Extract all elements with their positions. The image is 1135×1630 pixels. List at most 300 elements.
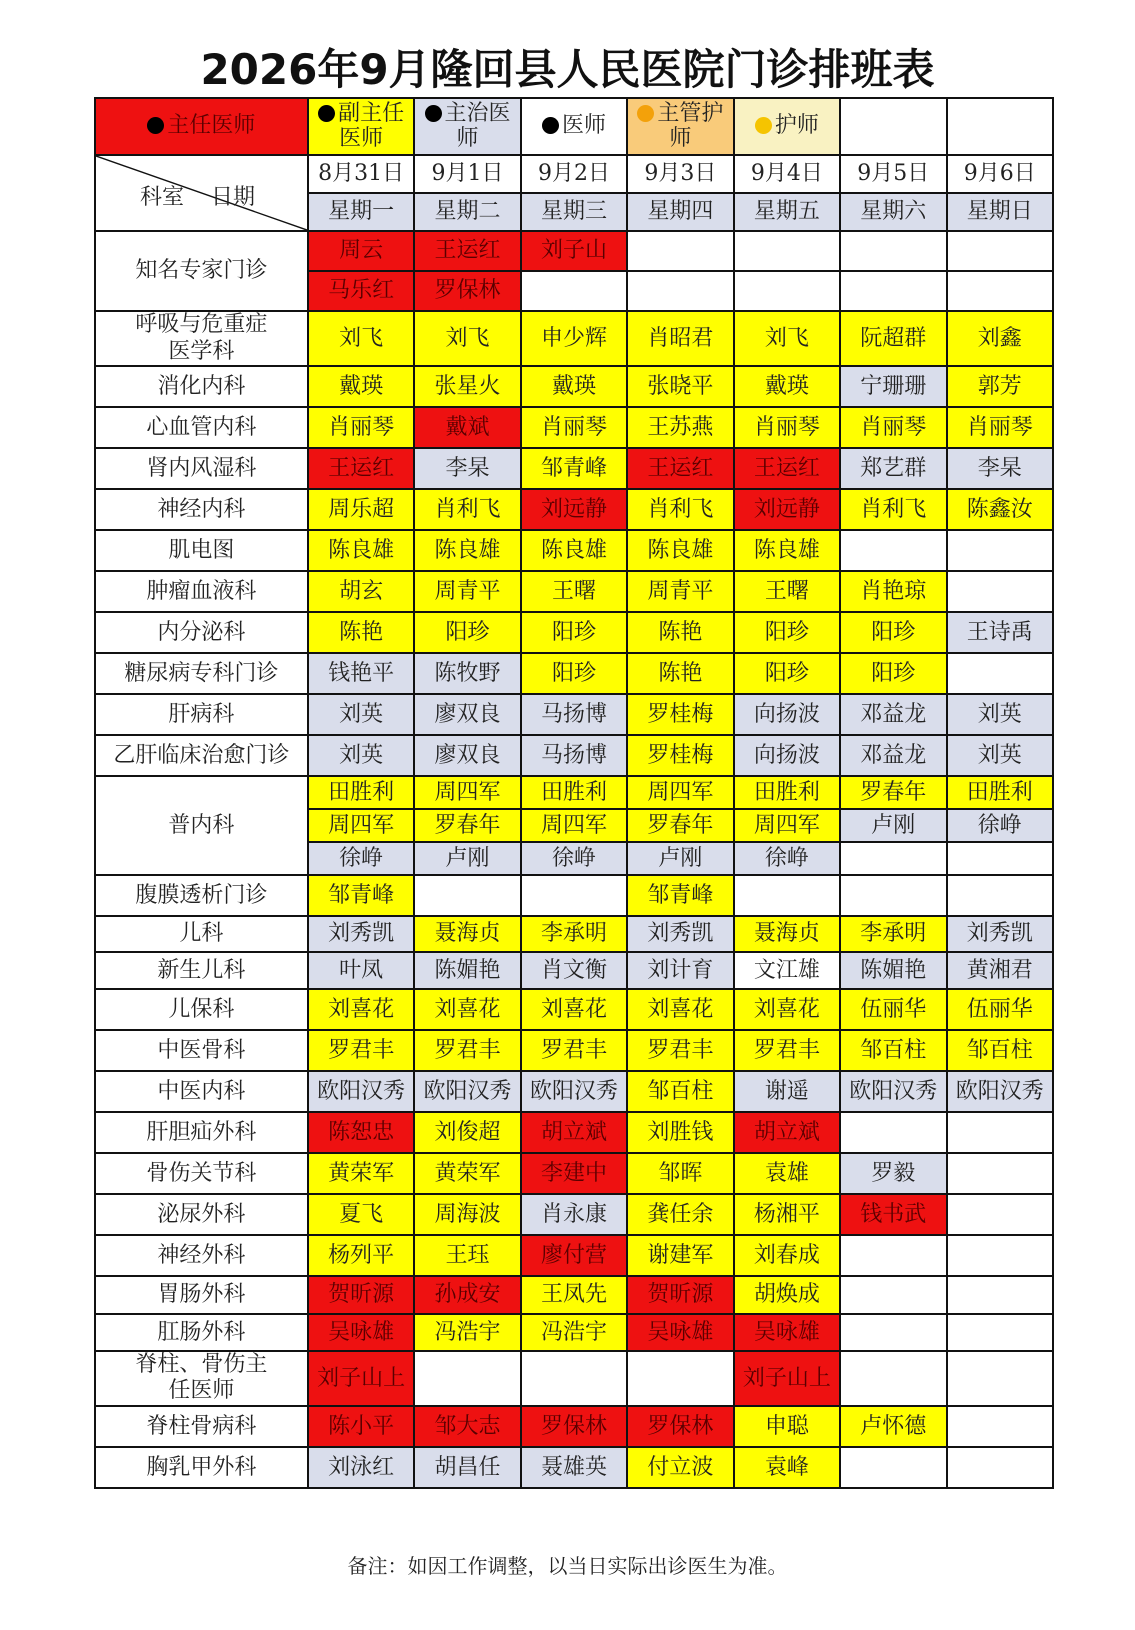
doctor-cell [840, 1447, 946, 1488]
doctor-cell: 卢刚 [414, 842, 520, 875]
department-name: 腹膜透析门诊 [95, 875, 308, 916]
doctor-cell: 戴斌 [414, 407, 520, 448]
department-name: 消化内科 [95, 366, 308, 407]
doctor-cell [947, 571, 1054, 612]
doctor-cell: 刘胜钱 [627, 1112, 733, 1153]
doctor-cell: 马乐红 [308, 271, 414, 311]
doctor-cell: 刘飞 [734, 311, 840, 366]
legend-label: 主治医师 [444, 101, 511, 151]
date-cell: 9月4日 [734, 155, 840, 193]
schedule-row [95, 1112, 1053, 1153]
doctor-cell [840, 271, 946, 311]
doctor-cell: 申少辉 [521, 311, 627, 366]
doctor-cell: 王珏 [414, 1235, 520, 1276]
doctor-cell: 谢遥 [734, 1071, 840, 1112]
schedule-row [95, 653, 1053, 694]
department-name: 新生儿科 [95, 952, 308, 989]
doctor-cell [414, 1351, 520, 1406]
doctor-cell: 徐峥 [734, 842, 840, 875]
doctor-cell: 徐峥 [947, 809, 1054, 842]
doctor-cell: 张星火 [414, 366, 520, 407]
doctor-cell: 陈媚艳 [840, 952, 946, 989]
doctor-cell: 吴咏雄 [308, 1314, 414, 1351]
doctor-cell: 伍丽华 [947, 989, 1054, 1030]
doctor-cell: 杨列平 [308, 1235, 414, 1276]
doctor-cell: 邹晖 [627, 1153, 733, 1194]
schedule-row [95, 407, 1053, 448]
doctor-cell: 廖双良 [414, 694, 520, 735]
doctor-cell: 田胜利 [308, 776, 414, 809]
doctor-cell: 肖昭君 [627, 311, 733, 366]
doctor-cell: 刘秀凯 [947, 916, 1054, 952]
doctor-cell: 陈媚艳 [414, 952, 520, 989]
schedule-row [95, 311, 1053, 366]
doctor-cell: 卢怀德 [840, 1406, 946, 1447]
schedule-row [95, 489, 1053, 530]
doctor-cell: 邹百柱 [627, 1071, 733, 1112]
department-name: 知名专家门诊 [95, 231, 308, 311]
doctor-cell [734, 875, 840, 916]
doctor-cell [947, 1314, 1054, 1351]
doctor-cell [840, 1351, 946, 1406]
doctor-cell: 冯浩宇 [414, 1314, 520, 1351]
doctor-cell: 阮超群 [840, 311, 946, 366]
page-title: 2026年9月隆回县人民医院门诊排班表 [200, 45, 935, 94]
department-name: 脊柱骨病科 [95, 1406, 308, 1447]
doctor-cell: 刘英 [308, 694, 414, 735]
doctor-cell: 罗毅 [840, 1153, 946, 1194]
doctor-cell: 文江雄 [734, 952, 840, 989]
doctor-cell: 刘英 [947, 694, 1054, 735]
doctor-cell: 戴瑛 [308, 366, 414, 407]
department-name: 骨伤关节科 [95, 1153, 308, 1194]
schedule-row [95, 1351, 1053, 1406]
department-name: 呼吸与危重症医学科 [95, 311, 308, 366]
doctor-cell [734, 231, 840, 271]
doctor-cell: 袁峰 [734, 1447, 840, 1488]
doctor-cell: 胡昌任 [414, 1447, 520, 1488]
doctor-cell: 陈恕忠 [308, 1112, 414, 1153]
doctor-cell: 周云 [308, 231, 414, 271]
doctor-cell: 肖丽琴 [840, 407, 946, 448]
doctor-cell: 刘喜花 [521, 989, 627, 1030]
doctor-cell: 李杲 [414, 448, 520, 489]
doctor-cell: 王曙 [734, 571, 840, 612]
department-header-label: 科室 [140, 185, 185, 210]
doctor-cell: 伍丽华 [840, 989, 946, 1030]
legend-cell [521, 98, 627, 155]
legend-dot-icon [425, 105, 442, 122]
doctor-cell: 罗君丰 [521, 1030, 627, 1071]
doctor-cell: 罗桂梅 [627, 694, 733, 735]
doctor-cell: 钱艳平 [308, 653, 414, 694]
legend-dot-icon [542, 117, 559, 134]
doctor-cell: 李杲 [947, 448, 1054, 489]
department-name: 脊柱、骨伤主任医师 [95, 1351, 308, 1406]
doctor-cell: 邹大志 [414, 1406, 520, 1447]
doctor-cell: 黄湘君 [947, 952, 1054, 989]
schedule-row [95, 231, 1053, 271]
doctor-cell: 陈良雄 [627, 530, 733, 571]
schedule-row [95, 694, 1053, 735]
doctor-cell: 王诗禹 [947, 612, 1054, 653]
doctor-cell: 阳珍 [521, 612, 627, 653]
doctor-cell: 陈良雄 [308, 530, 414, 571]
doctor-cell: 徐峥 [521, 842, 627, 875]
doctor-cell [840, 875, 946, 916]
doctor-cell: 刘远静 [734, 489, 840, 530]
doctor-cell [947, 653, 1054, 694]
legend-cell [308, 98, 414, 155]
doctor-cell: 阳珍 [521, 653, 627, 694]
doctor-cell [840, 1112, 946, 1153]
doctor-cell: 刘英 [947, 735, 1054, 776]
doctor-cell: 刘秀凯 [627, 916, 733, 952]
doctor-cell: 罗桂梅 [627, 735, 733, 776]
schedule-row [95, 1153, 1053, 1194]
doctor-cell: 王运红 [627, 448, 733, 489]
department-name: 肝胆疝外科 [95, 1112, 308, 1153]
doctor-cell: 戴瑛 [734, 366, 840, 407]
doctor-cell: 邓益龙 [840, 735, 946, 776]
doctor-cell: 罗保林 [627, 1406, 733, 1447]
doctor-cell: 田胜利 [947, 776, 1054, 809]
doctor-cell: 阳珍 [734, 653, 840, 694]
corner-header-cell [95, 155, 308, 231]
doctor-cell: 吴咏雄 [734, 1314, 840, 1351]
doctor-cell: 冯浩宇 [521, 1314, 627, 1351]
doctor-cell: 肖艳琼 [840, 571, 946, 612]
doctor-cell: 邹青峰 [627, 875, 733, 916]
doctor-cell: 陈良雄 [734, 530, 840, 571]
department-name: 乙肝临床治愈门诊 [95, 735, 308, 776]
department-name: 普内科 [95, 776, 308, 875]
legend-label: 副主任医师 [338, 101, 405, 151]
department-name: 神经内科 [95, 489, 308, 530]
doctor-cell: 周海波 [414, 1194, 520, 1235]
doctor-cell: 郭芳 [947, 366, 1054, 407]
doctor-cell: 阳珍 [414, 612, 520, 653]
doctor-cell: 周四军 [734, 809, 840, 842]
doctor-cell [947, 1112, 1054, 1153]
doctor-cell: 刘秀凯 [308, 916, 414, 952]
doctor-cell: 聂雄英 [521, 1447, 627, 1488]
doctor-cell: 王曙 [521, 571, 627, 612]
doctor-cell: 聂海贞 [414, 916, 520, 952]
doctor-cell: 吴咏雄 [627, 1314, 733, 1351]
doctor-cell: 肖丽琴 [521, 407, 627, 448]
schedule-row [95, 612, 1053, 653]
schedule-row [95, 366, 1053, 407]
schedule-row [95, 1194, 1053, 1235]
doctor-cell [947, 530, 1054, 571]
doctor-cell: 罗君丰 [308, 1030, 414, 1071]
doctor-cell: 罗春年 [840, 776, 946, 809]
department-name: 肾内风湿科 [95, 448, 308, 489]
doctor-cell [627, 1351, 733, 1406]
doctor-cell: 刘子山上 [734, 1351, 840, 1406]
legend-dot-icon [637, 105, 654, 122]
legend-cell [734, 98, 840, 155]
doctor-cell: 刘子山上 [308, 1351, 414, 1406]
doctor-cell: 胡焕成 [734, 1276, 840, 1314]
weekday-cell: 星期四 [627, 193, 733, 231]
doctor-cell: 罗保林 [414, 271, 520, 311]
schedule-row [95, 875, 1053, 916]
date-cell: 9月2日 [521, 155, 627, 193]
doctor-cell: 邹青峰 [308, 875, 414, 916]
doctor-cell: 刘远静 [521, 489, 627, 530]
schedule-row [95, 1447, 1053, 1488]
department-name: 肌电图 [95, 530, 308, 571]
department-name: 泌尿外科 [95, 1194, 308, 1235]
doctor-cell: 周青平 [627, 571, 733, 612]
doctor-cell: 李承明 [840, 916, 946, 952]
doctor-cell: 阳珍 [734, 612, 840, 653]
legend-cell [627, 98, 733, 155]
legend-row [95, 98, 1053, 155]
doctor-cell [734, 271, 840, 311]
doctor-cell [840, 842, 946, 875]
schedule-row [95, 1071, 1053, 1112]
doctor-cell: 陈鑫汝 [947, 489, 1054, 530]
legend-label: 护师 [774, 113, 819, 139]
doctor-cell: 陈艳 [627, 653, 733, 694]
doctor-cell: 肖永康 [521, 1194, 627, 1235]
doctor-cell: 肖利飞 [840, 489, 946, 530]
doctor-cell: 胡立斌 [734, 1112, 840, 1153]
doctor-cell: 罗保林 [521, 1406, 627, 1447]
doctor-cell: 黄荣军 [414, 1153, 520, 1194]
department-name: 糖尿病专科门诊 [95, 653, 308, 694]
doctor-cell: 邹百柱 [947, 1030, 1054, 1071]
department-name: 中医内科 [95, 1071, 308, 1112]
department-name: 肿瘤血液科 [95, 571, 308, 612]
doctor-cell: 罗君丰 [627, 1030, 733, 1071]
doctor-cell [840, 1235, 946, 1276]
date-row [95, 155, 1053, 193]
department-name: 儿保科 [95, 989, 308, 1030]
doctor-cell: 申聪 [734, 1406, 840, 1447]
doctor-cell [947, 1235, 1054, 1276]
doctor-cell: 王凤先 [521, 1276, 627, 1314]
doctor-cell: 向扬波 [734, 694, 840, 735]
legend-cell [95, 98, 308, 155]
doctor-cell [840, 530, 946, 571]
doctor-cell: 卢刚 [627, 842, 733, 875]
doctor-cell: 胡立斌 [521, 1112, 627, 1153]
doctor-cell [521, 271, 627, 311]
doctor-cell: 付立波 [627, 1447, 733, 1488]
schedule-row [95, 776, 1053, 809]
legend-dot-icon [318, 105, 335, 122]
doctor-cell: 欧阳汉秀 [414, 1071, 520, 1112]
doctor-cell: 刘喜花 [734, 989, 840, 1030]
date-header-label: 日期 [211, 185, 256, 210]
doctor-cell: 刘英 [308, 735, 414, 776]
schedule-row [95, 1276, 1053, 1314]
doctor-cell: 钱书武 [840, 1194, 946, 1235]
doctor-cell: 谢建军 [627, 1235, 733, 1276]
doctor-cell [947, 1406, 1054, 1447]
doctor-cell [414, 875, 520, 916]
doctor-cell: 刘飞 [308, 311, 414, 366]
doctor-cell: 肖文衡 [521, 952, 627, 989]
doctor-cell: 马扬博 [521, 694, 627, 735]
legend-label: 主任医师 [167, 113, 256, 139]
department-name: 儿科 [95, 916, 308, 952]
weekday-cell: 星期五 [734, 193, 840, 231]
doctor-cell: 肖丽琴 [734, 407, 840, 448]
doctor-cell: 刘喜花 [308, 989, 414, 1030]
doctor-cell: 周四军 [521, 809, 627, 842]
legend-cell [947, 98, 1054, 155]
doctor-cell: 卢刚 [840, 809, 946, 842]
schedule-row [95, 448, 1053, 489]
schedule-row [95, 1030, 1053, 1071]
doctor-cell: 孙成安 [414, 1276, 520, 1314]
doctor-cell: 马扬博 [521, 735, 627, 776]
legend-label: 主管护师 [657, 101, 724, 151]
doctor-cell [947, 842, 1054, 875]
doctor-cell: 王运红 [308, 448, 414, 489]
doctor-cell: 罗春年 [414, 809, 520, 842]
doctor-cell [521, 875, 627, 916]
doctor-cell [947, 231, 1054, 271]
date-cell: 9月5日 [840, 155, 946, 193]
doctor-cell: 陈良雄 [414, 530, 520, 571]
doctor-cell: 阳珍 [840, 612, 946, 653]
doctor-cell: 欧阳汉秀 [947, 1071, 1054, 1112]
schedule-row [95, 952, 1053, 989]
doctor-cell: 邹青峰 [521, 448, 627, 489]
doctor-cell: 宁珊珊 [840, 366, 946, 407]
doctor-cell: 刘子山 [521, 231, 627, 271]
date-cell: 9月3日 [627, 155, 733, 193]
department-name: 神经外科 [95, 1235, 308, 1276]
doctor-cell: 廖付营 [521, 1235, 627, 1276]
doctor-cell [521, 1351, 627, 1406]
doctor-cell: 陈艳 [627, 612, 733, 653]
doctor-cell: 肖利飞 [414, 489, 520, 530]
doctor-cell: 肖丽琴 [308, 407, 414, 448]
weekday-cell: 星期二 [414, 193, 520, 231]
schedule-row [95, 735, 1053, 776]
weekday-cell: 星期一 [308, 193, 414, 231]
doctor-cell: 叶凤 [308, 952, 414, 989]
doctor-cell: 周四军 [414, 776, 520, 809]
doctor-cell: 杨湘平 [734, 1194, 840, 1235]
doctor-cell [947, 271, 1054, 311]
doctor-cell [947, 1153, 1054, 1194]
doctor-cell: 肖利飞 [627, 489, 733, 530]
doctor-cell: 向扬波 [734, 735, 840, 776]
schedule-row [95, 1314, 1053, 1351]
legend-cell [414, 98, 520, 155]
doctor-cell: 袁雄 [734, 1153, 840, 1194]
weekday-cell: 星期日 [947, 193, 1054, 231]
doctor-cell: 王运红 [414, 231, 520, 271]
doctor-cell: 刘鑫 [947, 311, 1054, 366]
date-cell: 9月1日 [414, 155, 520, 193]
department-name: 胃肠外科 [95, 1276, 308, 1314]
doctor-cell: 贺昕源 [627, 1276, 733, 1314]
date-cell: 9月6日 [947, 155, 1054, 193]
doctor-cell: 陈艳 [308, 612, 414, 653]
schedule-row [95, 1235, 1053, 1276]
schedule-table [94, 97, 1054, 1489]
department-name: 肛肠外科 [95, 1314, 308, 1351]
doctor-cell [947, 1194, 1054, 1235]
footnote: 备注：如因工作调整，以当日实际出诊医生为准。 [347, 1554, 788, 1578]
doctor-cell: 戴瑛 [521, 366, 627, 407]
schedule-row [95, 989, 1053, 1030]
doctor-cell: 聂海贞 [734, 916, 840, 952]
doctor-cell: 欧阳汉秀 [308, 1071, 414, 1112]
doctor-cell: 罗春年 [627, 809, 733, 842]
doctor-cell: 夏飞 [308, 1194, 414, 1235]
doctor-cell: 王苏燕 [627, 407, 733, 448]
doctor-cell: 刘春成 [734, 1235, 840, 1276]
department-name: 心血管内科 [95, 407, 308, 448]
doctor-cell [947, 1447, 1054, 1488]
department-name: 内分泌科 [95, 612, 308, 653]
doctor-cell [947, 1276, 1054, 1314]
schedule-row [95, 916, 1053, 952]
doctor-cell: 胡玄 [308, 571, 414, 612]
doctor-cell: 龚任余 [627, 1194, 733, 1235]
doctor-cell: 王运红 [734, 448, 840, 489]
doctor-cell: 刘飞 [414, 311, 520, 366]
department-name: 中医骨科 [95, 1030, 308, 1071]
doctor-cell [627, 231, 733, 271]
doctor-cell: 刘喜花 [627, 989, 733, 1030]
doctor-cell: 阳珍 [840, 653, 946, 694]
legend-dot-icon [147, 117, 164, 134]
doctor-cell [947, 1351, 1054, 1406]
doctor-cell: 廖双良 [414, 735, 520, 776]
doctor-cell [840, 1276, 946, 1314]
doctor-cell [627, 271, 733, 311]
doctor-cell: 黄荣军 [308, 1153, 414, 1194]
doctor-cell: 郑艺群 [840, 448, 946, 489]
schedule-row [95, 530, 1053, 571]
doctor-cell: 邓益龙 [840, 694, 946, 735]
doctor-cell: 罗君丰 [734, 1030, 840, 1071]
legend-dot-icon [755, 117, 772, 134]
doctor-cell: 田胜利 [734, 776, 840, 809]
doctor-cell: 陈小平 [308, 1406, 414, 1447]
schedule-row [95, 571, 1053, 612]
schedule-row [95, 1406, 1053, 1447]
doctor-cell [840, 1314, 946, 1351]
legend-label: 医师 [561, 113, 606, 139]
department-name: 胸乳甲外科 [95, 1447, 308, 1488]
weekday-cell: 星期三 [521, 193, 627, 231]
doctor-cell: 田胜利 [521, 776, 627, 809]
legend-cell [840, 98, 946, 155]
doctor-cell: 欧阳汉秀 [840, 1071, 946, 1112]
doctor-cell: 徐峥 [308, 842, 414, 875]
doctor-cell: 欧阳汉秀 [521, 1071, 627, 1112]
doctor-cell: 刘俊超 [414, 1112, 520, 1153]
doctor-cell: 李建中 [521, 1153, 627, 1194]
doctor-cell: 刘喜花 [414, 989, 520, 1030]
doctor-cell [947, 875, 1054, 916]
doctor-cell: 刘泳红 [308, 1447, 414, 1488]
doctor-cell: 周四军 [308, 809, 414, 842]
doctor-cell: 罗君丰 [414, 1030, 520, 1071]
